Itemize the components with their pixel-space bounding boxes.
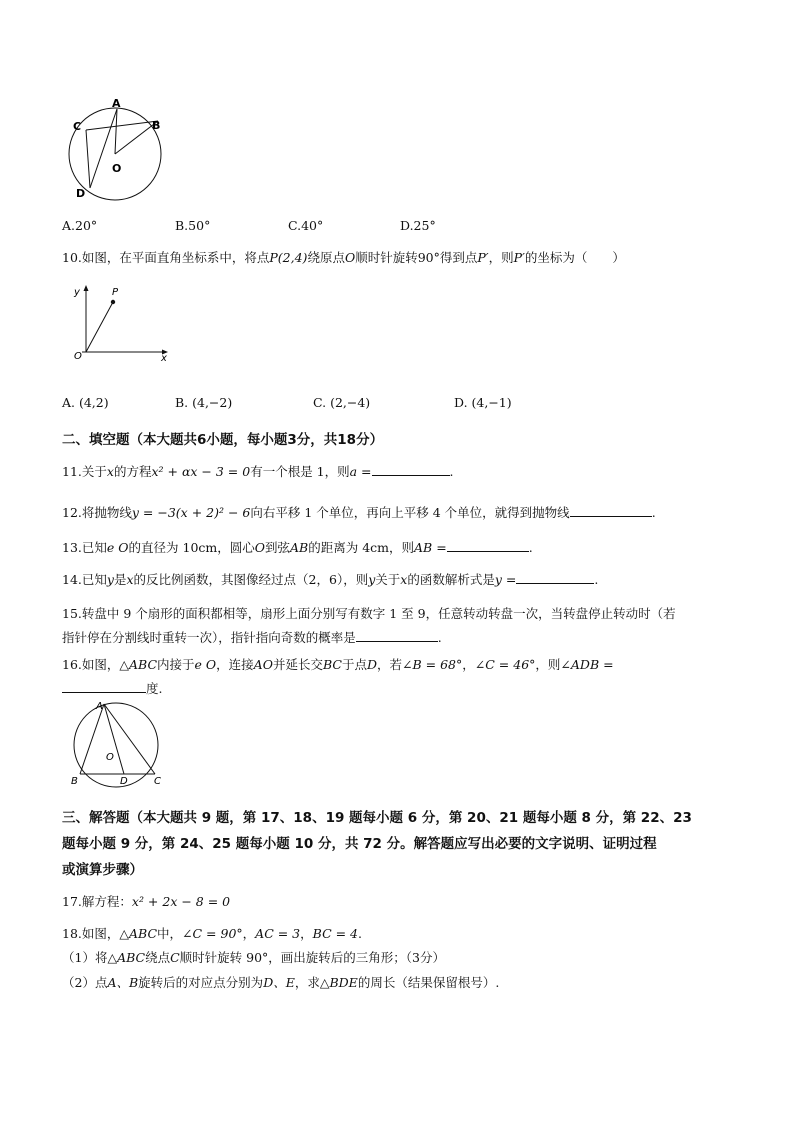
q16-side-ab: [80, 704, 104, 774]
q16-label-b: B: [71, 776, 78, 787]
q16-label-c: C: [154, 776, 161, 787]
q13-answer-blank[interactable]: [447, 539, 529, 552]
q16-circle-figure: [68, 700, 178, 792]
q9-chord-ca: [86, 119, 161, 132]
q9-label-o: O: [112, 162, 122, 175]
q16-answer-blank[interactable]: [62, 680, 146, 693]
q14-answer-blank[interactable]: [516, 571, 594, 584]
q10-option-a: A. (4,2): [62, 395, 109, 410]
q9-chord-da: [90, 109, 117, 188]
q9-label-c: C: [73, 120, 82, 133]
q11-answer-blank[interactable]: [372, 463, 450, 476]
q10-point-p: [111, 300, 115, 304]
q9-label-d: D: [76, 187, 86, 200]
q14: 14.已知y是x的反比例函数，其图像经过点（2，6），则y关于x的函数解析式是y = .: [62, 572, 599, 587]
q17: 17.解方程：x² + 2x − 8 = 0: [62, 894, 231, 909]
q10-option-b: B. (4,−2): [175, 395, 233, 410]
q13: 13.已知e O的直径为 10cm，圆心O到弦AB的距离为 4cm，则AB = .: [62, 540, 533, 555]
q9-chord-ab-radius: [115, 109, 117, 154]
q16-line-ad: [104, 704, 124, 774]
q12: 12.将抛物线y = −3(x + 2)² − 6向右平移 1 个单位，再向上平移 4 个单位，就得到抛物线 .: [62, 505, 656, 520]
q16-label-o: O: [106, 752, 114, 763]
section3-line2: 题每小题 9 分，第 24、25 题每小题 10 分，共 72 分。解答题应写出必要的文字说明、证明过程: [62, 836, 657, 852]
q16-line1: 16.如图，△ABC内接于e O，连接AO并延长交BC于点D，若∠B = 68°，∠C = 46°，则∠ADB =: [62, 657, 614, 672]
q15-answer-blank[interactable]: [356, 629, 438, 642]
q18-stem: 18.如图，△ABC中，∠C = 90°，AC = 3，BC = 4.: [62, 926, 362, 941]
q10-option-d: D. (4,−1): [454, 395, 512, 410]
q9-chord-cd: [86, 130, 90, 188]
q10-stem: 10.如图，在平面直角坐标系中，将点P(2,4)绕原点O顺时针旋转90°得到点P′，则P′的坐标为（ ）: [62, 250, 625, 265]
q10-coordinate-figure: [68, 282, 178, 372]
q9-option-c: C.40°: [288, 218, 324, 233]
section3-line3: 或演算步骤）: [62, 862, 143, 878]
q12-answer-blank[interactable]: [570, 504, 652, 517]
q9-label-b: B: [152, 119, 161, 132]
q9-label-a: A: [112, 98, 121, 110]
q9-option-a: A.20°: [62, 218, 98, 233]
section2-title: 二、填空题（本大题共6小题，每小题3分，共18分）: [62, 432, 384, 448]
q9-circle-figure: [60, 98, 210, 208]
q15-line1: 15.转盘中 9 个扇形的面积都相等，扇形上面分别写有数字 1 至 9，任意转动转盘一次，当转盘停止转动时（若: [62, 606, 676, 621]
q10-label-o: O: [74, 351, 82, 362]
q18-part1: （1）将△ABC绕点C顺时针旋转 90°，画出旋转后的三角形；（3分）: [62, 950, 446, 965]
section3-line1: 三、解答题（本大题共 9 题，第 17、18、19 题每小题 6 分，第 20、21 题每小题 8 分，第 22、23: [62, 810, 692, 826]
q9-option-b: B.50°: [175, 218, 211, 233]
q10-label-p: P: [112, 287, 119, 298]
q10-label-x: x: [161, 353, 167, 364]
q15-line2: 指针停在分割线时重转一次），指针指向奇数的概率是 .: [62, 630, 442, 645]
q10-segment-op: [86, 302, 113, 352]
q10-y-arrow: [84, 285, 89, 291]
q9-option-d: D.25°: [400, 218, 436, 233]
q11: 11.关于x的方程x² + αx − 3 = 0有一个根是 1，则a = .: [62, 464, 454, 479]
q16-label-d: D: [120, 776, 128, 787]
q16-line2: 度.: [62, 679, 162, 697]
q18-part2: （2）点A、B旋转后的对应点分别为D、E，求△BDE的周长（结果保留根号）.: [62, 975, 500, 990]
q10-label-y: y: [74, 287, 80, 298]
q16-label-a: A: [96, 701, 103, 712]
q16-side-ac: [104, 704, 155, 774]
q10-option-c: C. (2,−4): [313, 395, 371, 410]
